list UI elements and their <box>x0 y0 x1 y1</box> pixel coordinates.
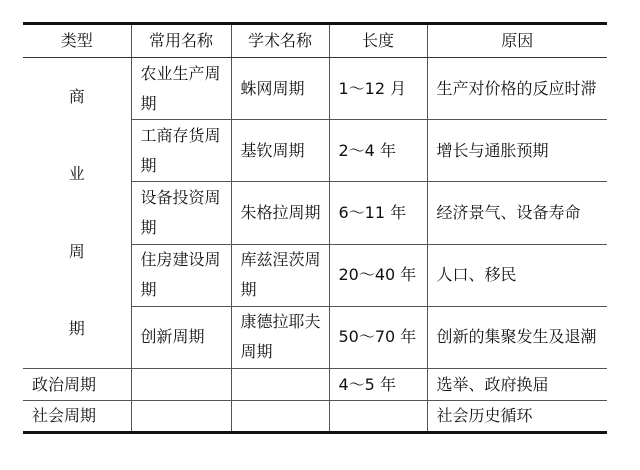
header-length: 长度 <box>329 24 427 58</box>
common-name-cell <box>131 401 231 433</box>
common-name-cell: 农业生产周期 <box>131 58 231 120</box>
table-row <box>23 369 607 401</box>
header-type: 类型 <box>23 24 131 58</box>
length-cell: 2～4 年 <box>329 120 427 182</box>
table-row <box>23 401 607 433</box>
business-cycle-type-cell <box>23 58 131 369</box>
header-academic-name: 学术名称 <box>231 24 329 58</box>
type-char: 周 <box>68 241 85 261</box>
header-reason: 原因 <box>427 24 607 58</box>
type-cell: 政治周期 <box>23 369 131 401</box>
academic-name-cell: 基钦周期 <box>231 120 329 182</box>
common-name-cell: 住房建设周期 <box>131 244 231 306</box>
reason-cell: 经济景气、设备寿命 <box>427 182 607 244</box>
common-name-cell: 工商存货周期 <box>131 120 231 182</box>
reason-cell: 选举、政府换届 <box>427 369 607 401</box>
common-name-cell: 创新周期 <box>131 306 231 368</box>
type-cell: 社会周期 <box>23 401 131 433</box>
table-row <box>23 58 607 120</box>
academic-name-cell <box>231 401 329 433</box>
academic-name-cell: 朱格拉周期 <box>231 182 329 244</box>
type-char: 商 <box>68 86 85 106</box>
length-cell: 20～40 年 <box>329 244 427 306</box>
header-common-name: 常用名称 <box>131 24 231 58</box>
business-cycle-type-label <box>23 58 131 368</box>
type-char: 业 <box>68 164 85 184</box>
academic-name-cell: 康德拉耶夫周期 <box>231 306 329 368</box>
length-cell: 4～5 年 <box>329 369 427 401</box>
reason-cell: 生产对价格的反应时滞 <box>427 58 607 120</box>
academic-name-cell: 蛛网周期 <box>231 58 329 120</box>
academic-name-cell: 库兹涅茨周期 <box>231 244 329 306</box>
reason-cell: 增长与通胀预期 <box>427 120 607 182</box>
reason-cell: 创新的集聚发生及退潮 <box>427 306 607 368</box>
type-char: 期 <box>68 319 85 339</box>
reason-cell: 人口、移民 <box>427 244 607 306</box>
length-cell: 50～70 年 <box>329 306 427 368</box>
common-name-cell: 设备投资周期 <box>131 182 231 244</box>
academic-name-cell <box>231 369 329 401</box>
cycle-table <box>23 22 607 434</box>
reason-cell: 社会历史循环 <box>436 406 533 425</box>
length-cell <box>329 401 427 433</box>
length-cell: 6～11 年 <box>329 182 427 244</box>
table-header-row <box>23 24 607 58</box>
length-cell: 1～12 月 <box>329 58 427 120</box>
common-name-cell <box>131 369 231 401</box>
